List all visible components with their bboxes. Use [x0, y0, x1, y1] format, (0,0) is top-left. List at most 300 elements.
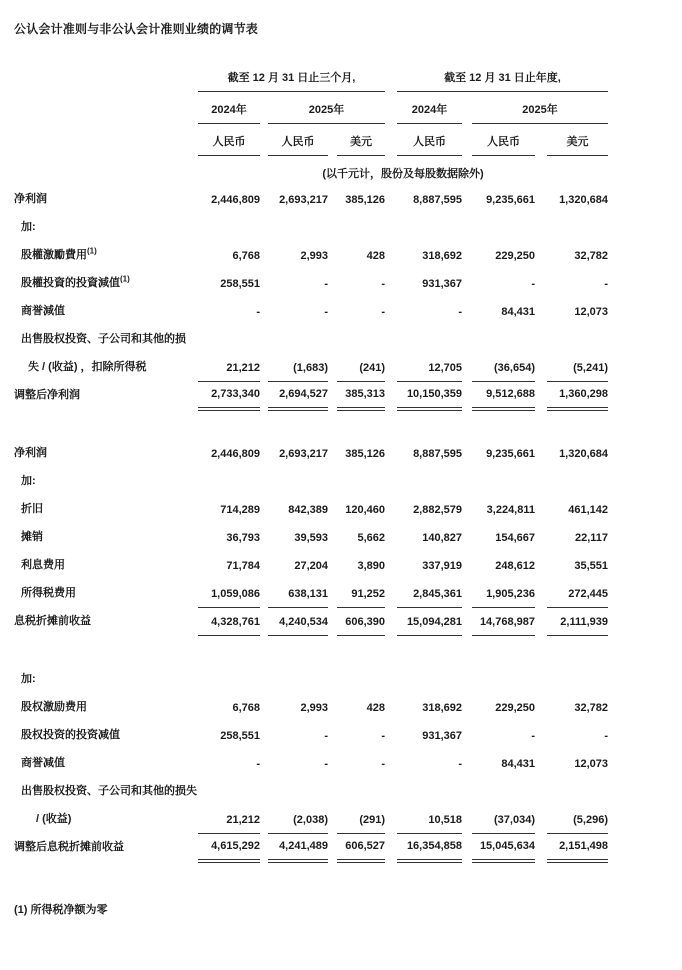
table-row — [14, 467, 608, 495]
table-row — [14, 551, 608, 579]
column-gap — [535, 241, 547, 269]
cell-value: 21,212 — [198, 353, 260, 381]
column-gap — [462, 665, 472, 693]
cell-value — [547, 777, 608, 805]
table-row — [14, 495, 608, 523]
cell-value — [547, 665, 608, 693]
cell-value: 22,117 — [574, 532, 608, 544]
column-gap — [535, 495, 547, 523]
cell-value: 84,431 — [501, 758, 535, 770]
currency-header: 人民币 — [268, 123, 328, 155]
table-row — [14, 325, 608, 353]
header-spacer — [14, 91, 198, 123]
cell-value: 2,993 — [300, 250, 328, 262]
cell-value: - — [604, 278, 608, 290]
table-row — [14, 777, 608, 805]
column-gap — [462, 495, 472, 523]
cell-value — [547, 213, 608, 241]
column-gap — [385, 721, 397, 749]
cell-value: 2,151,498 — [547, 833, 608, 861]
currency-header: 人民币 — [397, 123, 462, 155]
column-gap — [462, 693, 472, 721]
cell-value: 1,905,236 — [472, 579, 535, 607]
spacer-row — [14, 409, 608, 439]
column-gap — [535, 777, 547, 805]
row-label: 净利润 — [14, 447, 47, 459]
column-gap — [260, 833, 268, 861]
column-gap — [462, 381, 472, 409]
column-gap — [535, 213, 547, 241]
footnote-marker: (1) — [120, 274, 130, 284]
column-gap — [260, 123, 268, 155]
column-gap — [385, 269, 397, 297]
row-label: 股权投资的投资减值 — [21, 729, 120, 741]
year-header-2024-quarter: 2024年 — [198, 91, 260, 123]
cell-value: - — [324, 758, 328, 770]
cell-value: 1,320,684 — [559, 448, 608, 460]
column-gap — [385, 213, 397, 241]
cell-value: 248,612 — [495, 560, 535, 572]
column-gap — [535, 693, 547, 721]
cell-value: 3,224,811 — [486, 504, 535, 516]
column-gap — [462, 185, 472, 213]
column-gap — [462, 241, 472, 269]
cell-value: 12,705 — [397, 353, 462, 381]
column-gap — [385, 551, 397, 579]
column-gap — [535, 353, 547, 381]
column-gap — [260, 185, 268, 213]
column-gap — [385, 381, 397, 409]
table-row — [14, 185, 608, 213]
cell-value: 318,692 — [422, 702, 462, 714]
column-gap — [260, 607, 268, 635]
cell-value — [337, 665, 385, 693]
column-gap — [385, 241, 397, 269]
column-gap — [260, 523, 268, 551]
cell-value — [337, 325, 385, 353]
column-gap — [385, 665, 397, 693]
column-gap — [462, 297, 472, 325]
table-body — [14, 185, 608, 861]
cell-value: (37,034) — [472, 805, 535, 833]
column-gap — [328, 579, 337, 607]
cell-value: 1,059,086 — [198, 579, 260, 607]
table-row — [14, 579, 608, 607]
cell-value: 5,662 — [357, 532, 385, 544]
column-gap — [260, 297, 268, 325]
cell-value: - — [324, 730, 328, 742]
row-label: 商誉减值 — [21, 757, 65, 769]
column-gap — [462, 607, 472, 635]
row-label: 调整后息税折摊前收益 — [14, 841, 124, 853]
column-gap — [385, 123, 397, 155]
cell-value — [268, 467, 328, 495]
cell-value: (5,241) — [547, 353, 608, 381]
cell-value: 2,446,809 — [211, 194, 260, 206]
cell-value: 229,250 — [495, 702, 535, 714]
row-label: 加: — [21, 475, 36, 487]
cell-value: 318,692 — [422, 250, 462, 262]
cell-value: 91,252 — [337, 579, 385, 607]
column-gap — [535, 123, 547, 155]
column-gap — [260, 777, 268, 805]
year-header-2025-quarter: 2025年 — [268, 91, 385, 123]
column-gap — [385, 579, 397, 607]
period-header-row — [14, 65, 608, 91]
column-gap — [462, 523, 472, 551]
column-gap — [462, 91, 472, 123]
cell-value: 2,882,579 — [413, 504, 462, 516]
cell-value — [337, 467, 385, 495]
cell-value: 385,126 — [345, 194, 385, 206]
cell-value: 1,360,298 — [547, 381, 608, 409]
cell-value: - — [324, 278, 328, 290]
reconciliation-table — [14, 65, 608, 863]
cell-value: 842,389 — [288, 504, 328, 516]
cell-value: (1,683) — [268, 353, 328, 381]
cell-value — [198, 213, 260, 241]
column-gap — [328, 123, 337, 155]
year-header-2025-year: 2025年 — [472, 91, 608, 123]
cell-value: 120,460 — [345, 504, 385, 516]
column-gap — [328, 269, 337, 297]
column-gap — [328, 325, 337, 353]
cell-value: 10,150,359 — [397, 381, 462, 409]
column-gap — [328, 381, 337, 409]
cell-value — [472, 665, 535, 693]
row-label: 调整后净利润 — [14, 389, 80, 401]
column-gap — [535, 467, 547, 495]
unit-note: (以千元计，股份及每股数据除外) — [322, 168, 484, 180]
column-gap — [385, 185, 397, 213]
cell-value: 4,328,761 — [198, 607, 260, 635]
column-gap — [462, 325, 472, 353]
cell-value: 258,551 — [220, 278, 260, 290]
cell-value — [397, 777, 462, 805]
footnote: (1) 所得税净额为零 — [14, 904, 108, 916]
cell-value: 35,551 — [574, 560, 608, 572]
cell-value: - — [604, 730, 608, 742]
column-gap — [260, 749, 268, 777]
column-gap — [385, 439, 397, 467]
table-row — [14, 213, 608, 241]
row-label: 出售股权投资、子公司和其他的损失 — [21, 785, 197, 797]
table-row — [14, 665, 608, 693]
table-row — [14, 241, 608, 269]
cell-value: - — [458, 306, 462, 318]
column-gap — [535, 381, 547, 409]
cell-value — [268, 213, 328, 241]
column-gap — [535, 439, 547, 467]
cell-value: 337,919 — [422, 560, 462, 572]
header-spacer — [14, 155, 198, 185]
cell-value: 2,694,527 — [268, 381, 328, 409]
column-gap — [385, 467, 397, 495]
cell-value — [472, 467, 535, 495]
cell-value: 606,527 — [337, 833, 385, 861]
cell-value: - — [381, 730, 385, 742]
cell-value: 3,890 — [357, 560, 385, 572]
cell-value: - — [531, 730, 535, 742]
column-gap — [260, 381, 268, 409]
cell-value — [337, 213, 385, 241]
spacer-cell — [14, 635, 608, 665]
column-gap — [535, 579, 547, 607]
cell-value: 638,131 — [268, 579, 328, 607]
column-gap — [260, 551, 268, 579]
cell-value: 385,126 — [345, 448, 385, 460]
row-label: 折旧 — [21, 503, 43, 515]
column-gap — [328, 749, 337, 777]
table-row — [14, 439, 608, 467]
column-gap — [385, 805, 397, 833]
column-gap — [260, 721, 268, 749]
cell-value — [198, 777, 260, 805]
cell-value: 2,845,361 — [397, 579, 462, 607]
column-gap — [328, 213, 337, 241]
footnote-marker: (1) — [87, 246, 97, 256]
cell-value — [198, 665, 260, 693]
table-row — [14, 833, 608, 861]
column-gap — [385, 833, 397, 861]
cell-value: 931,367 — [422, 730, 462, 742]
column-gap — [462, 579, 472, 607]
column-gap — [385, 523, 397, 551]
column-gap — [385, 353, 397, 381]
cell-value: - — [381, 278, 385, 290]
cell-value: 16,354,858 — [397, 833, 462, 861]
table-row — [14, 381, 608, 409]
cell-value: 71,784 — [226, 560, 260, 572]
unit-note-row — [14, 155, 608, 185]
column-gap — [535, 607, 547, 635]
cell-value — [547, 325, 608, 353]
cell-value — [547, 467, 608, 495]
row-label: 利息费用 — [21, 559, 65, 571]
page-title: 公认会计准则与非公认会计准则业绩的调节表 — [14, 22, 259, 36]
column-gap — [328, 523, 337, 551]
cell-value: - — [381, 306, 385, 318]
column-gap — [385, 91, 397, 123]
cell-value — [397, 325, 462, 353]
cell-value: 428 — [366, 702, 385, 714]
column-gap — [462, 353, 472, 381]
cell-value: 36,793 — [226, 532, 260, 544]
table-row — [14, 693, 608, 721]
column-gap — [535, 665, 547, 693]
cell-value — [397, 467, 462, 495]
column-gap — [328, 551, 337, 579]
cell-value: 606,390 — [337, 607, 385, 635]
column-gap — [328, 297, 337, 325]
cell-value: 2,733,340 — [198, 381, 260, 409]
row-label: 净利润 — [14, 193, 47, 205]
cell-value: 6,768 — [232, 250, 260, 262]
cell-value — [472, 213, 535, 241]
cell-value: 272,445 — [547, 579, 608, 607]
column-gap — [260, 579, 268, 607]
column-gap — [328, 495, 337, 523]
column-gap — [385, 693, 397, 721]
period-header-quarter: 截至 12 月 31 日止三个月, — [198, 65, 385, 91]
column-gap — [328, 693, 337, 721]
column-gap — [462, 777, 472, 805]
column-gap — [328, 777, 337, 805]
column-gap — [260, 693, 268, 721]
cell-value: (5,296) — [547, 805, 608, 833]
row-label: 出售股权投资、子公司和其他的损 — [21, 333, 186, 345]
column-gap — [385, 607, 397, 635]
cell-value: 428 — [366, 250, 385, 262]
column-gap — [260, 353, 268, 381]
column-gap — [328, 805, 337, 833]
cell-value: 385,313 — [337, 381, 385, 409]
cell-value: 6,768 — [232, 702, 260, 714]
column-gap — [260, 665, 268, 693]
header-spacer — [14, 123, 198, 155]
row-label: 加: — [21, 221, 36, 233]
cell-value — [268, 777, 328, 805]
row-label: / (收益) — [36, 813, 72, 825]
currency-header-row — [14, 123, 608, 155]
table-row — [14, 607, 608, 635]
column-gap — [535, 325, 547, 353]
table-row — [14, 297, 608, 325]
cell-value: - — [458, 758, 462, 770]
column-gap — [385, 325, 397, 353]
row-label: 摊销 — [21, 531, 43, 543]
cell-value: 32,782 — [574, 250, 608, 262]
cell-value: 15,045,634 — [472, 833, 535, 861]
column-gap — [328, 241, 337, 269]
cell-value: 4,240,534 — [268, 607, 328, 635]
cell-value: 931,367 — [422, 278, 462, 290]
year-header-row — [14, 91, 608, 123]
cell-value — [472, 777, 535, 805]
cell-value: - — [324, 306, 328, 318]
period-header-year: 截至 12 月 31 日止年度, — [397, 65, 608, 91]
spacer-cell — [14, 409, 608, 439]
column-gap — [462, 551, 472, 579]
cell-value: 2,693,217 — [279, 194, 328, 206]
cell-value: 15,094,281 — [397, 607, 462, 635]
column-gap — [462, 721, 472, 749]
column-gap — [462, 213, 472, 241]
cell-value: - — [256, 758, 260, 770]
cell-value: 229,250 — [495, 250, 535, 262]
cell-value: 84,431 — [501, 306, 535, 318]
column-gap — [535, 269, 547, 297]
table-row — [14, 269, 608, 297]
column-gap — [462, 269, 472, 297]
cell-value: 714,289 — [220, 504, 260, 516]
table-row — [14, 721, 608, 749]
column-gap — [260, 439, 268, 467]
column-gap — [328, 353, 337, 381]
cell-value — [397, 665, 462, 693]
cell-value — [472, 325, 535, 353]
row-label: 商誉減值 — [21, 305, 65, 317]
column-gap — [328, 721, 337, 749]
cell-value: - — [531, 278, 535, 290]
cell-value: 9,512,688 — [472, 381, 535, 409]
spacer-row — [14, 635, 608, 665]
cell-value: 2,111,939 — [547, 607, 608, 635]
cell-value: 2,993 — [300, 702, 328, 714]
currency-header: 美元 — [337, 123, 385, 155]
column-gap — [260, 805, 268, 833]
cell-value — [198, 325, 260, 353]
cell-value: - — [256, 306, 260, 318]
column-gap — [328, 607, 337, 635]
cell-value: 2,693,217 — [279, 448, 328, 460]
header-spacer — [14, 65, 198, 91]
cell-value: 154,667 — [495, 532, 535, 544]
cell-value — [397, 213, 462, 241]
column-gap — [328, 665, 337, 693]
column-gap — [535, 805, 547, 833]
column-gap — [462, 123, 472, 155]
column-gap — [385, 495, 397, 523]
table-row — [14, 353, 608, 381]
column-gap — [385, 749, 397, 777]
cell-value: 9,235,661 — [486, 194, 535, 206]
column-gap — [260, 325, 268, 353]
cell-value: 39,593 — [294, 532, 328, 544]
column-gap — [462, 467, 472, 495]
table-row — [14, 523, 608, 551]
column-gap — [328, 185, 337, 213]
cell-value: 8,887,595 — [413, 448, 462, 460]
table-row — [14, 749, 608, 777]
cell-value: 4,241,489 — [268, 833, 328, 861]
row-label: 加: — [21, 673, 36, 685]
cell-value: 10,518 — [397, 805, 462, 833]
column-gap — [535, 749, 547, 777]
currency-header: 人民币 — [198, 123, 260, 155]
column-gap — [260, 495, 268, 523]
currency-header: 人民币 — [472, 123, 535, 155]
column-gap — [260, 269, 268, 297]
column-gap — [535, 721, 547, 749]
year-header-2024-year: 2024年 — [397, 91, 462, 123]
cell-value: 12,073 — [574, 306, 608, 318]
column-gap — [260, 213, 268, 241]
column-gap — [462, 749, 472, 777]
column-gap — [535, 297, 547, 325]
cell-value: - — [381, 758, 385, 770]
column-gap — [328, 467, 337, 495]
cell-value: (2,038) — [268, 805, 328, 833]
column-gap — [328, 439, 337, 467]
cell-value: 2,446,809 — [211, 448, 260, 460]
cell-value — [268, 665, 328, 693]
column-gap — [385, 65, 397, 91]
cell-value: 258,551 — [220, 730, 260, 742]
column-gap — [535, 523, 547, 551]
row-label: 股權投資的投資減值$^{(1)}$ — [21, 274, 130, 289]
row-label: 所得税费用 — [21, 587, 76, 599]
row-label: 股权激励费用 — [21, 701, 87, 713]
column-gap — [535, 185, 547, 213]
cell-value: 27,204 — [294, 560, 328, 572]
column-gap — [462, 805, 472, 833]
column-gap — [462, 833, 472, 861]
column-gap — [385, 297, 397, 325]
cell-value: 12,073 — [574, 758, 608, 770]
cell-value: (291) — [337, 805, 385, 833]
cell-value — [337, 777, 385, 805]
